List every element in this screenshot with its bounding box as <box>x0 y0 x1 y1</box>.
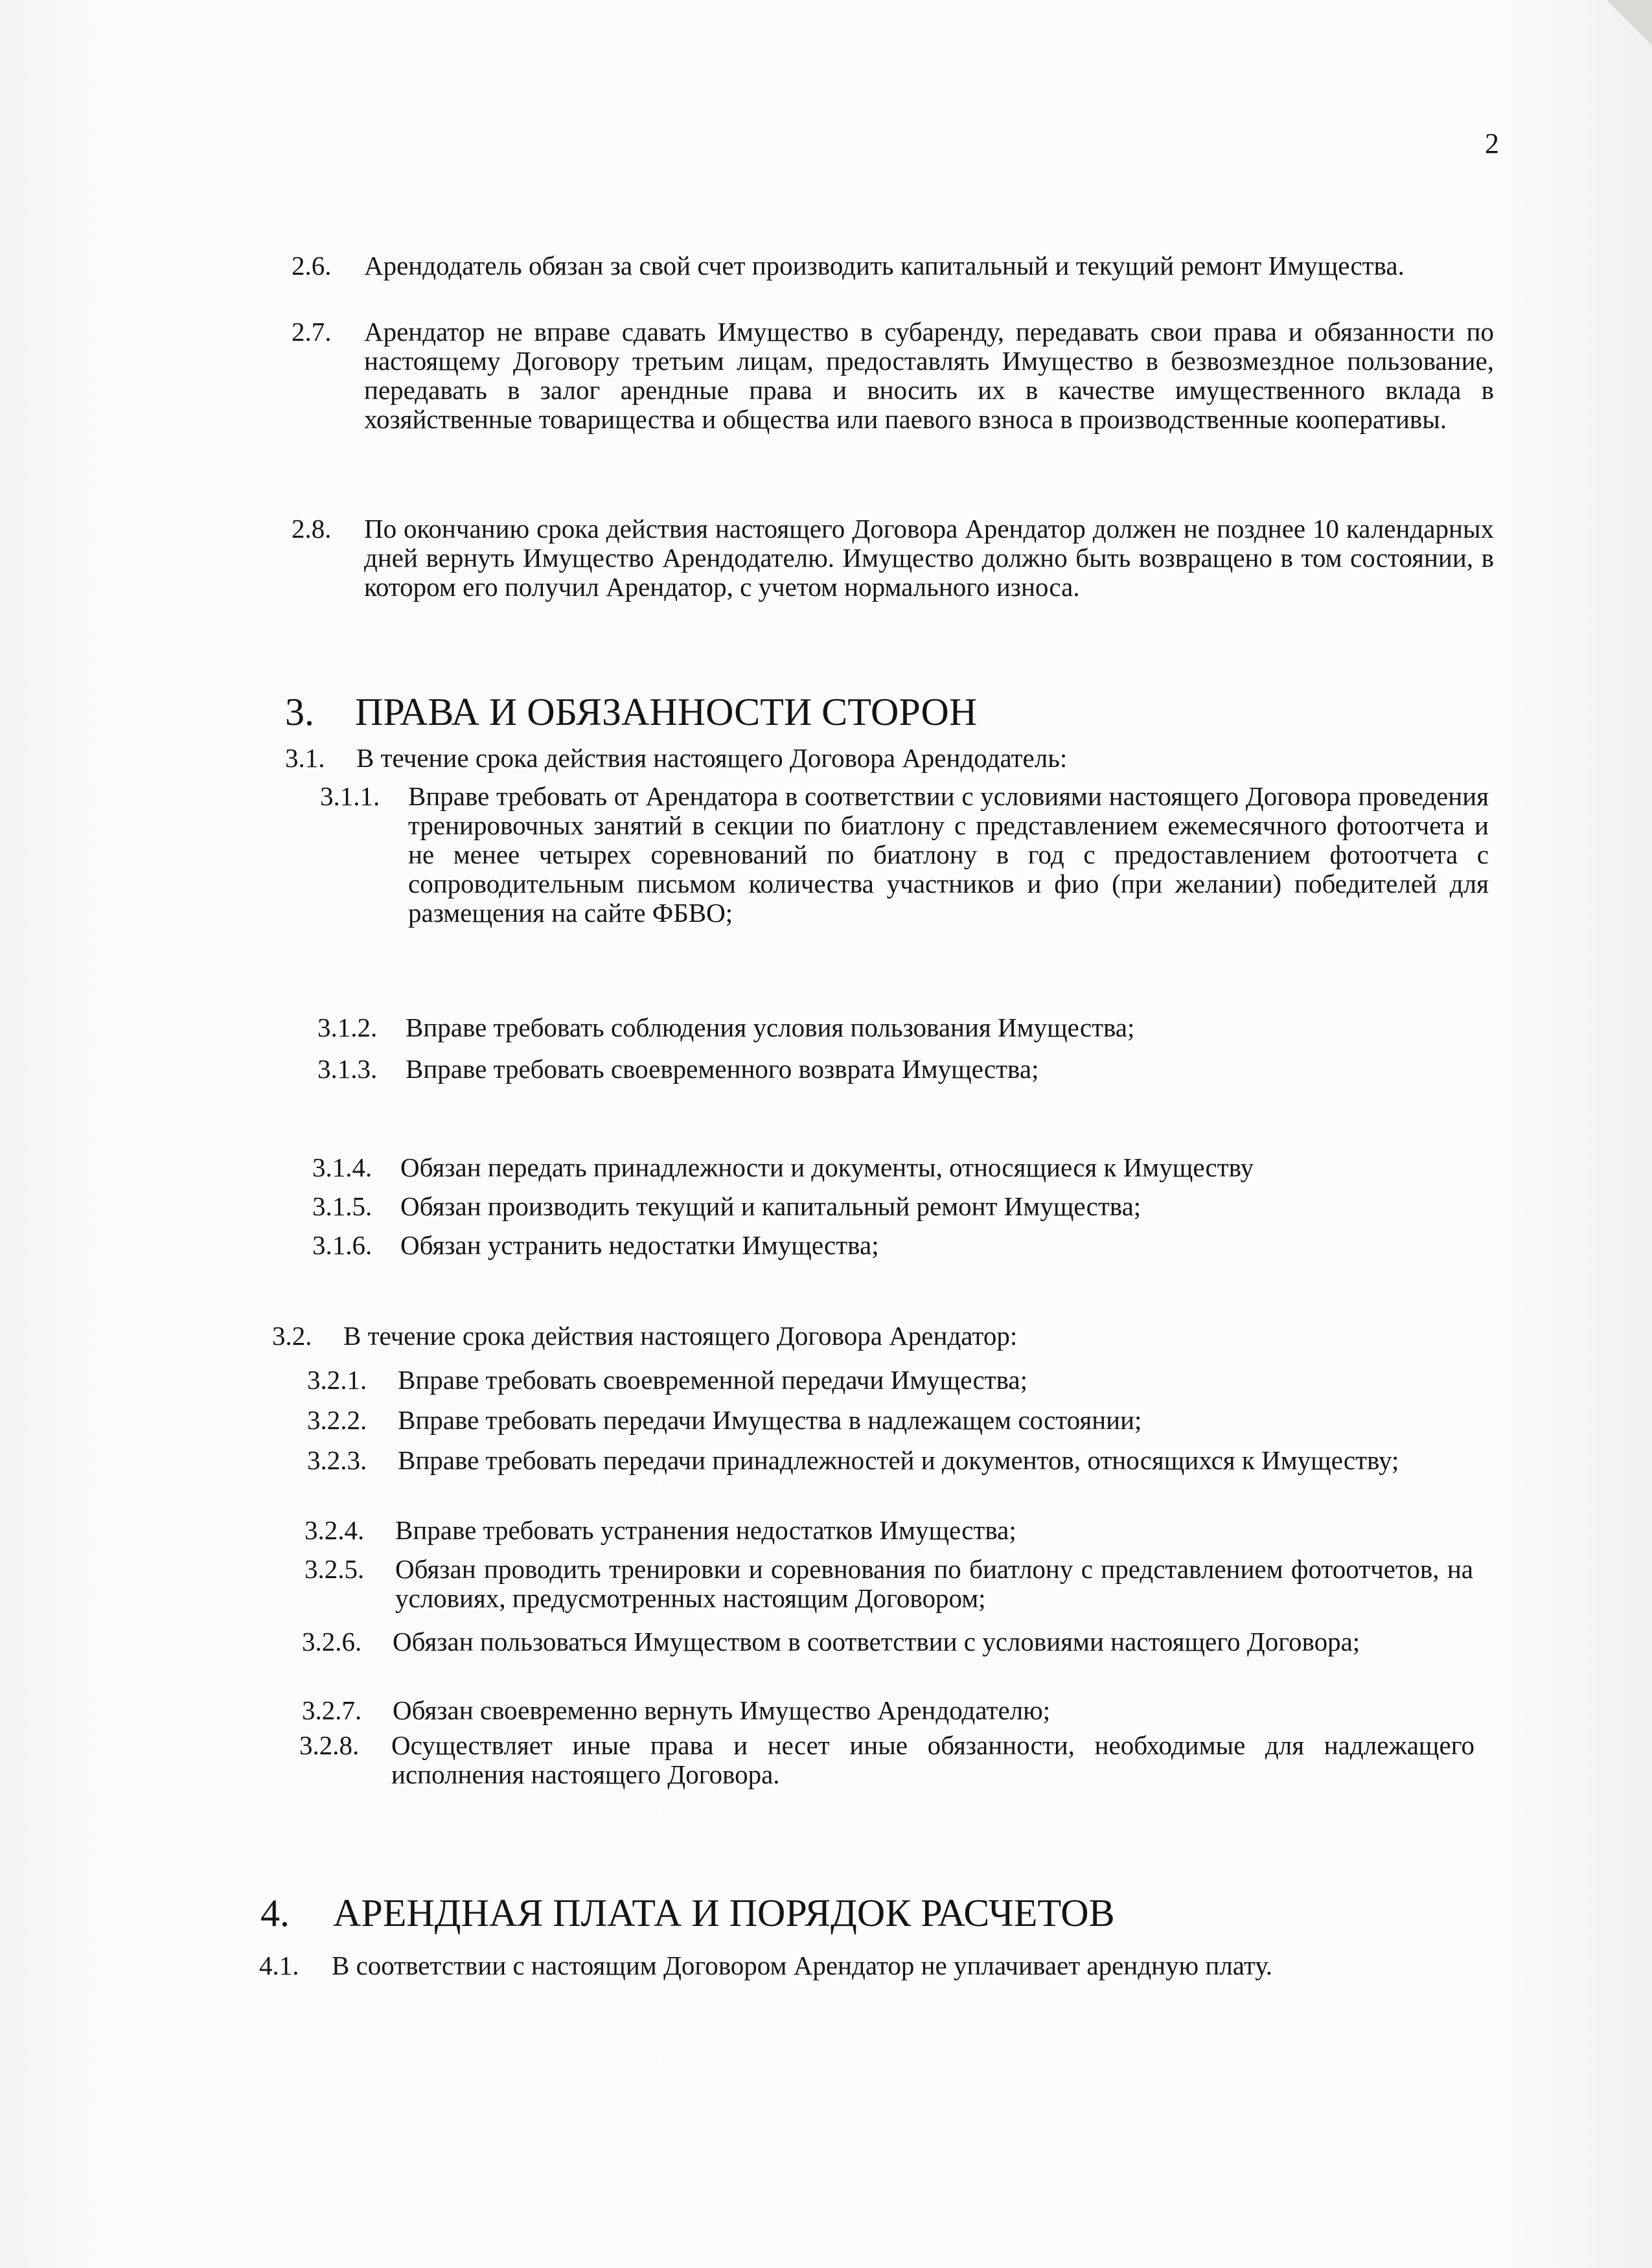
clause-text: Обязан пользоваться Имуществом в соответствии с условиями настоящего Договора; <box>393 1627 1360 1656</box>
heading-number: 3. <box>285 691 314 733</box>
page-number: 2 <box>1485 128 1499 159</box>
clause-number: 3.2.1. <box>307 1365 367 1395</box>
heading-title: ПРАВА И ОБЯЗАННОСТИ СТОРОН <box>355 691 978 733</box>
clause-number: 3.1.3. <box>317 1054 378 1084</box>
clause-text: Вправе требовать от Арендатора в соответствии с условиями настоящего Договора проведения тренировочных занятий в секции по биатлону с представлением ежемесячного фотоотчета и не менее четырех соревнований по биатлону в год с предоставлением фотоотчета с сопроводительным письмом количества участников и фио (при желании) победителей для размещения на сайте ФБВО; <box>408 781 1489 928</box>
clause-text: Вправе требовать своевременной передачи Имущества; <box>398 1365 1027 1395</box>
heading-number: 4. <box>260 1892 290 1934</box>
page-corner-fold <box>1607 0 1652 45</box>
clause-text: Вправе требовать своевременного возврата Имущества; <box>406 1054 1039 1084</box>
clause-number: 3.1.6. <box>312 1230 373 1260</box>
clause-text: Обязан устранить недостатки Имущества; <box>400 1230 879 1260</box>
clause-text: В течение срока действия настоящего Договора Арендатор: <box>343 1321 1018 1351</box>
clause-text: Вправе требовать соблюдения условия пользования Имущества; <box>406 1013 1135 1042</box>
clause-number: 3.2.5. <box>304 1554 365 1584</box>
clause-text: Вправе требовать передачи Имущества в надлежащем состоянии; <box>398 1405 1142 1435</box>
clause-text: Вправе требовать передачи принадлежностей и документов, относящихся к Имуществу; <box>398 1445 1399 1475</box>
clause-text: Вправе требовать устранения недостатков Имущества; <box>395 1515 1016 1545</box>
heading-title: АРЕНДНАЯ ПЛАТА И ПОРЯДОК РАСЧЕТОВ <box>333 1892 1115 1934</box>
clause-text: Обязан своевременно вернуть Имущество Арендодателю; <box>393 1695 1051 1725</box>
clause-number: 3.1.5. <box>312 1191 373 1221</box>
clause-number: 2.8. <box>292 514 332 544</box>
clause-number: 3.1.1. <box>320 781 380 811</box>
clause-number: 3.2.3. <box>307 1445 367 1475</box>
clause-number: 3.2.2. <box>307 1405 367 1435</box>
clause-text: Обязан проводить тренировки и соревнования по биатлону с представлением фотоотчетов, на условиях, предусмотренных настоящим Договором; <box>395 1554 1473 1613</box>
clause-number: 3.1. <box>285 743 325 773</box>
clause-number: 3.1.4. <box>312 1152 373 1182</box>
clause-number: 3.2. <box>272 1321 312 1351</box>
clause-number: 3.2.7. <box>302 1695 362 1725</box>
clause-number: 3.2.6. <box>302 1627 362 1656</box>
clause-number: 2.7. <box>292 317 332 347</box>
clause-number: 4.1. <box>259 1951 299 1980</box>
clause-text: Обязан передать принадлежности и документы, относящиеся к Имуществу <box>400 1152 1254 1182</box>
clause-text: В соответствии с настоящим Договором Арендатор не уплачивает арендную плату. <box>332 1951 1272 1980</box>
clause-number: 3.1.2. <box>317 1013 378 1042</box>
clause-text: По окончанию срока действия настоящего Договора Арендатор должен не позднее 10 календарных дней вернуть Имущество Арендодателю. Имущество должно быть возвращено в том состоянии, в котором его получил Арендатор, с учетом нормального износа. <box>364 514 1494 602</box>
clause-text: Осуществляет иные права и несет иные обязанности, необходимые для надлежащего исполнения настоящего Договора. <box>391 1730 1474 1789</box>
clause-number: 2.6. <box>292 251 332 281</box>
clause-number: 3.2.4. <box>304 1515 365 1545</box>
clause-text: Обязан производить текущий и капитальный ремонт Имущества; <box>400 1191 1141 1221</box>
clause-text: В течение срока действия настоящего Договора Арендодатель: <box>356 743 1068 773</box>
clause-text: Арендатор не вправе сдавать Имущество в субаренду, передавать свои права и обязанности по настоящему Договору третьим лицам, предоставлять Имущество в безвозмездное пользование, передавать в залог арендные права и вносить их в качестве имущественного вклада в хозяйственные товарищества и общества или паевого взноса в производственные кооперативы. <box>364 317 1494 434</box>
clause-number: 3.2.8. <box>299 1730 360 1760</box>
clause-text: Арендодатель обязан за свой счет производить капитальный и текущий ремонт Имущества. <box>364 251 1405 281</box>
